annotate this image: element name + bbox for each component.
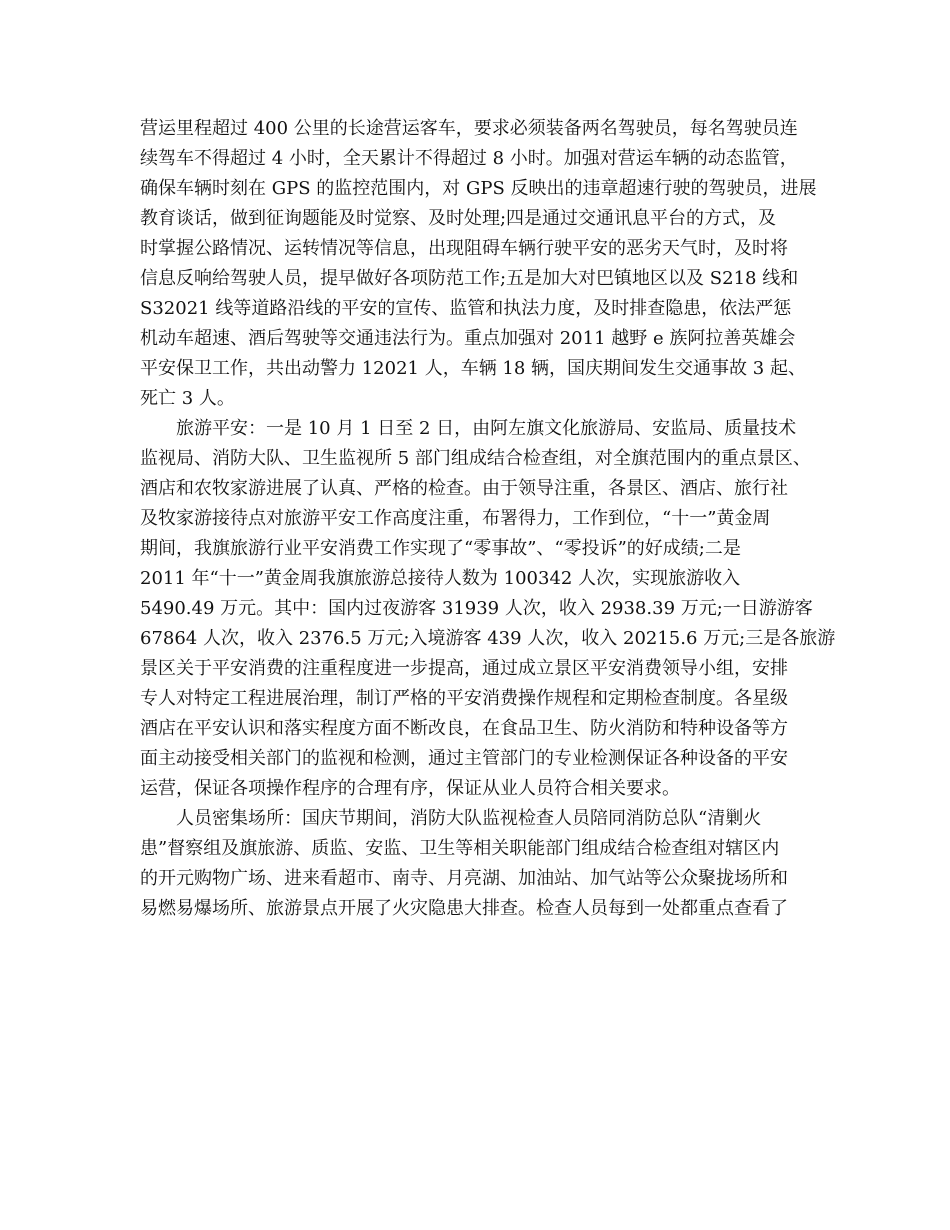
text-line: 及牧家游接待点对旅游平安工作高度注重，布署得力，工作到位，“十一”黄金周 <box>140 508 771 529</box>
text-line: 死亡 3 人。 <box>140 388 235 409</box>
text-line: 续驾车不得超过 4 小时，全天累计不得超过 8 小时。加强对营运车辆的动态监管， <box>140 148 798 169</box>
text-line: 机动车超速、酒后驾驶等交通违法行为。重点加强对 2011 越野 e 族阿拉善英雄会 <box>140 328 796 349</box>
text-line: S32021 线等道路沿线的平安的宣传、监管和执法力度，及时排查隐患，依法严惩 <box>140 298 792 319</box>
text-line: 酒店和农牧家游进展了认真、严格的检查。由于领导注重，各景区、酒店、旅行社 <box>140 478 788 499</box>
text-line: 平安保卫工作，共出动警力 12021 人，车辆 18 辆，国庆期间发生交通事故 3 起、 <box>140 358 806 379</box>
text-line: 67864 人次，收入 2376.5 万元;入境游客 439 人次，收入 20215.6 万元;三是各旅游 <box>140 628 836 649</box>
text-line: 景区关于平安消费的注重程度进一步提高，通过成立景区平安消费领导小组，安排 <box>140 658 788 679</box>
text-line: 营运里程超过 400 公里的长途营运客车，要求必须装备两名驾驶员，每名驾驶员连 <box>140 118 798 139</box>
text-line: 确保车辆时刻在 GPS 的监控范围内，对 GPS 反映出的违章超速行驶的驾驶员，进展 <box>140 178 817 199</box>
text-line: 酒店在平安认识和落实程度方面不断改良，在食品卫生、防火消防和特种设备等方 <box>140 718 788 739</box>
text-line: 2011 年“十一”黄金周我旗旅游总接待人数为 100342 人次，实现旅游收入 <box>140 568 741 589</box>
text-line: 期间，我旗旅游行业平安消费工作实现了“零事故”、“零投诉”的好成绩;二是 <box>140 538 741 559</box>
text-line: 患”督察组及旗旅游、质监、安监、卫生等相关职能部门组成结合检查组对辖区内 <box>140 838 780 859</box>
text-line: 面主动接受相关部门的监视和检测，通过主管部门的专业检测保证各种设备的平安 <box>140 748 788 769</box>
text-line: 监视局、消防大队、卫生监视所 5 部门组成结合检查组，对全旗范围内的重点景区、 <box>140 448 811 469</box>
text-line: 教育谈话，做到征询题能及时觉察、及时处理;四是通过交通讯息平台的方式，及 <box>140 208 777 229</box>
paragraph-first-line: 旅游平安：一是 10 月 1 日至 2 日，由阿左旗文化旅游局、安监局、质量技术 <box>176 418 797 439</box>
document-body <box>140 114 836 924</box>
text-line: 时掌握公路情况、运转情况等信息，出现阻碍车辆行驶平安的恶劣天气时，及时将 <box>140 238 788 259</box>
text-line: 信息反响给驾驶人员，提早做好各项防范工作;五是加大对巴镇地区以及 S218 线和 <box>140 268 799 289</box>
text-line: 专人对特定工程进展治理，制订严格的平安消费操作规程和定期检查制度。各星级 <box>140 688 788 709</box>
text-line: 5490.49 万元。其中：国内过夜游客 31939 人次，收入 2938.39 万元;一日游游客 <box>140 598 813 619</box>
text-line: 易燃易爆场所、旅游景点开展了火灾隐患大排查。检查人员每到一处都重点查看了 <box>140 898 788 919</box>
text-line: 运营，保证各项操作程序的合理有序，保证从业人员符合相关要求。 <box>140 778 680 799</box>
paragraph-first-line: 人员密集场所：国庆节期间，消防大队监视检查人员陪同消防总队“清剿火 <box>176 808 762 829</box>
text-line: 的开元购物广场、进来看超市、南寺、月亮湖、加油站、加气站等公众聚拢场所和 <box>140 868 788 889</box>
